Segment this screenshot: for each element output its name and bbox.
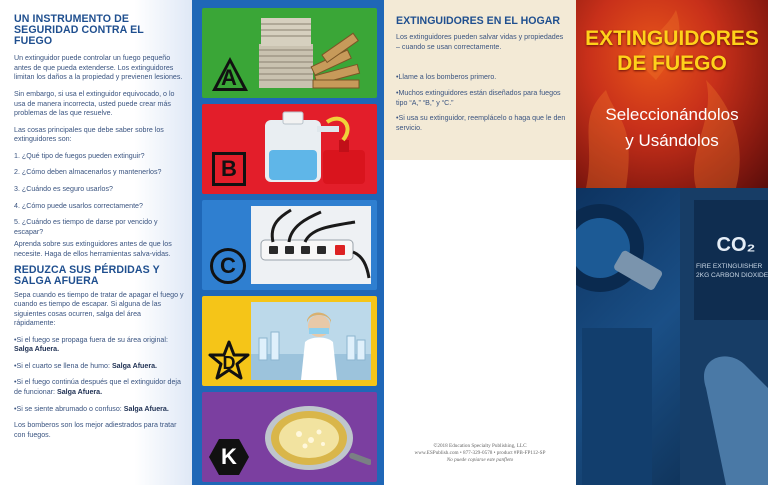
bullet-humo: •Si el cuarto se llena de humo: Salga Afuera.: [14, 361, 158, 370]
paragraph-aprenda: Aprenda sobre sus extinguidores antes de que los necesite. Haga de ellos herramientas salva-vidas.: [14, 240, 172, 258]
bullet-disenados: •Muchos extinguidores están diseñados para fuegos tipo “A,” “B,” y “C.”: [396, 88, 561, 107]
copyright-line: ©2018 Education Specialty Publishing, LLC: [433, 443, 527, 449]
bullet-continua: •Si el fuego continúa después que el extinguidor deja de funcionar: Salga Afuera.: [14, 378, 181, 397]
class-a-tile: [202, 8, 377, 98]
class-k-tile: [202, 392, 377, 482]
panel-cover: [576, 0, 768, 485]
fuel-cans-icon: [251, 110, 371, 188]
extinguisher-icon: [576, 188, 768, 485]
power-strip-icon: [251, 206, 371, 284]
class-b-tile: [202, 104, 377, 194]
paragraph-sepa: Sepa cuando es tiempo de tratar de apagar el fuego y cuando es tiempo de escapar. Si alguna de las siguientes cosas ocurren, salga del área rápidamente:: [14, 290, 184, 328]
question-4: 4. ¿Cómo puede usarlos correctamente?: [14, 201, 143, 210]
class-b-badge: B: [212, 152, 246, 186]
bullet-propaga: •Si el fuego se propaga fuera de su área original: Salga Afuera.: [14, 335, 168, 354]
paper-wood-icon: [251, 14, 371, 92]
fire-background: [576, 0, 768, 188]
class-k-badge: K: [210, 438, 248, 476]
bullet-llame: •Llame a los bomberos primero.: [396, 72, 497, 81]
cylinder-label: FIRE EXTINGUISHER 2KG CARBON DIOXIDE: [696, 263, 768, 280]
bullet-reemplacelo: •Si usa su extinguidor, reemplácelo o haga que le den servicio.: [396, 114, 566, 133]
paragraph-salvar: Los extinguidores pueden salvar vidas y propiedades – cuando se usan correctamente.: [396, 32, 564, 51]
co2-label: CO₂: [716, 234, 756, 256]
heading-hogar: EXTINGUIDORES EN EL HOGAR: [396, 15, 561, 27]
frying-pot-icon: [251, 398, 371, 476]
extinguisher-photo: [576, 188, 768, 485]
heading-instrumento: UN INSTRUMENTO DE SEGURIDAD CONTRA EL FUEGO: [14, 13, 144, 48]
question-3: 3. ¿Cuándo es seguro usarlos?: [14, 184, 113, 193]
paragraph-cosas: Las cosas principales que debe saber sobre los extinguidores son:: [14, 125, 164, 144]
cover-title: EXTINGUIDORES DE FUEGO: [585, 27, 759, 76]
class-c-badge: C: [210, 248, 246, 284]
question-2: 2. ¿Cómo deben almacenarlos y mantenerlos?: [14, 168, 162, 177]
class-a-badge: A: [210, 54, 248, 92]
question-1: 1. ¿Qué tipo de fuegos pueden extinguir?: [14, 151, 145, 160]
class-c-tile: [202, 200, 377, 290]
paragraph-warning: Sin embargo, si usa el extinguidor equivocado, o lo usa de manera incorrecta, usted puede crear más problemas de las que resuelve.: [14, 90, 175, 118]
paragraph-bomberos: Los bomberos son los mejor adiestrados para tratar con fuegos.: [14, 421, 177, 439]
copy-notice: No puede copiarse este panfleto: [446, 457, 514, 464]
class-d-badge: D: [210, 342, 248, 380]
publisher-imprint: [384, 443, 576, 464]
panel-intro: [0, 0, 192, 485]
lab-scientist-icon: [251, 302, 371, 380]
panel-home: [384, 0, 576, 485]
home-info-box: [384, 0, 576, 160]
panel-fire-classes: [192, 0, 384, 485]
paragraph-intro: Un extinguidor puede controlar un fuego pequeño antes de que pueda extenderse. Los extinguidores limitan los daños a la propiedad y previenen lesiones.: [14, 54, 183, 82]
contact-line: www.ESPublish.com • 877-329-0578 • product #PB-FP112-SP: [414, 450, 546, 457]
class-d-tile: [202, 296, 377, 386]
heading-reduzca: REDUZCA SUS PÉRDIDAS Y SALGA AFUERA: [14, 264, 160, 288]
cover-subtitle: Seleccionándolos y Usándolos: [605, 105, 739, 150]
bullet-abrumado: •Si se siente abrumado o confuso: Salga Afuera.: [14, 404, 169, 413]
question-5: 5. ¿Cuándo es tiempo de darse por vencido y escapar?: [14, 218, 158, 236]
